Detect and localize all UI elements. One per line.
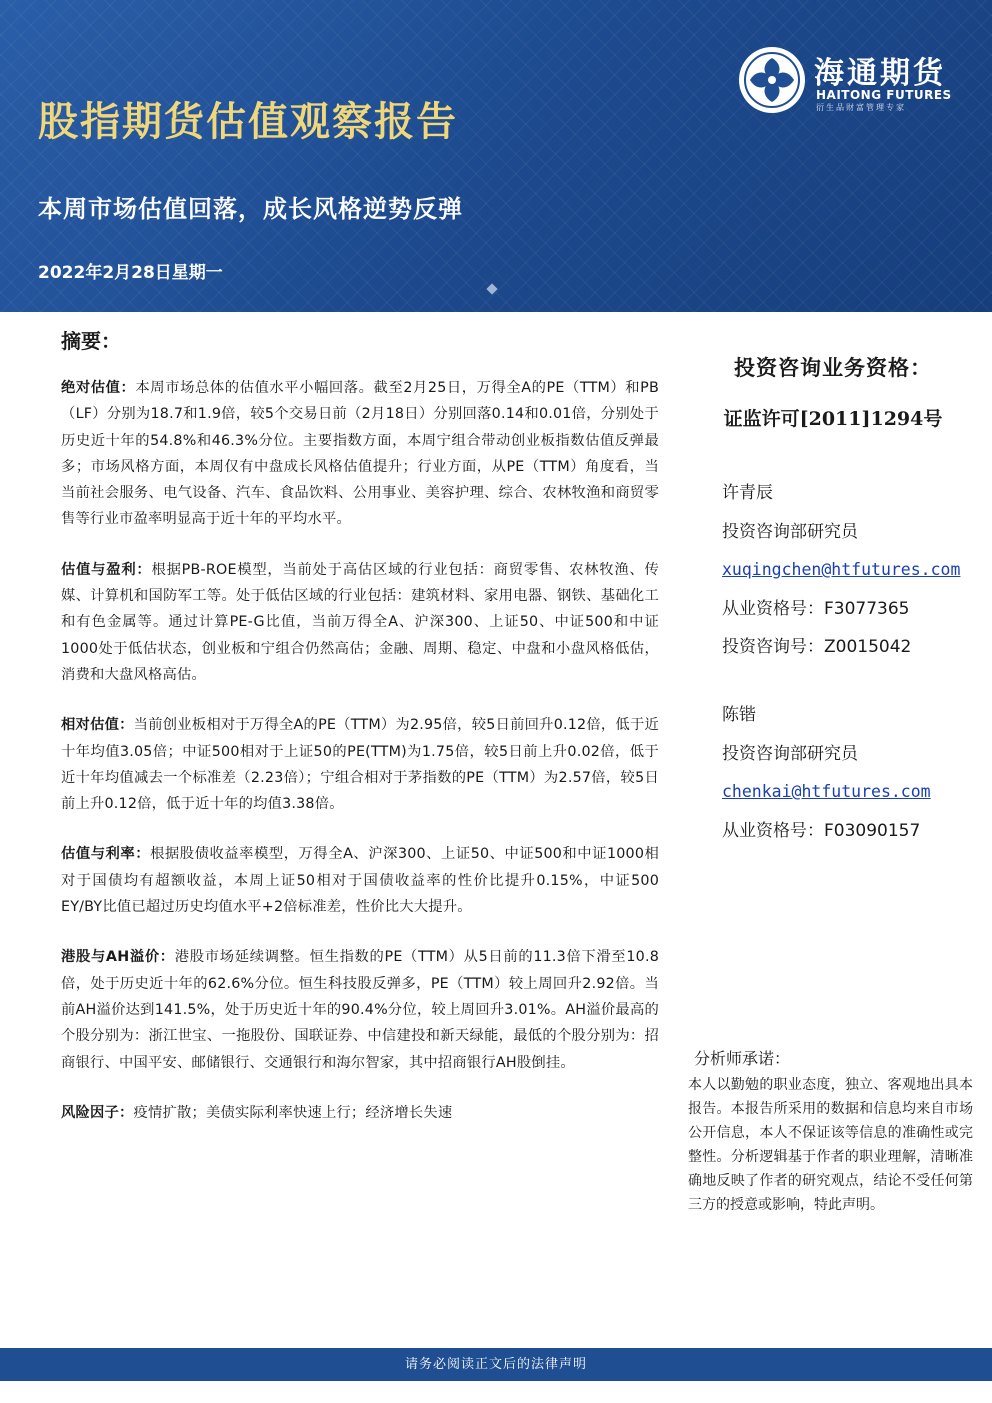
analyst-advisory-number: 投资咨询号：Z0015042: [722, 637, 912, 657]
analyst-role: 投资咨询部研究员: [722, 743, 858, 764]
analyst-card-1: [722, 474, 982, 667]
analyst-cert-number: 从业资格号：F03090157: [722, 820, 921, 841]
summary-paragraph-valuation-profit: 估值与盈利：根据PB-ROE模型，当前处于高估区域的行业包括：商贸零售、农林牧渔、传媒、计算机和国防军工等。处于低估区域的行业包括：建筑材料、家用电器、钢铁、基础化工和有色金属等。通过计算PE-G比值，当前万得全A、沪深300、上证50、中证500和中证1000处于低估状态，创业板和宁组合仍然高估；金融、周期、稳定、中盘和小盘风格低估，消费和大盘风格高估。: [61, 561, 659, 683]
analyst-name: 许青辰: [722, 483, 773, 503]
logo-tagline: 衍生品财富管理专家: [816, 103, 906, 112]
analyst-email-link[interactable]: xuqingchen@htfutures.com: [722, 560, 961, 579]
footer-disclaimer: [0, 1348, 992, 1381]
haitong-logo-icon: [736, 44, 808, 116]
report-date: 2022年2月28日星期一: [38, 263, 223, 283]
analyst-pledge: [688, 1046, 973, 1217]
summary-paragraph-valuation-rates: 估值与利率：根据股债收益率模型，万得全A、沪深300、上证50、中证500和中证1000相对于国债均有超额收益，本周上证50相对于国债收益率的性价比提升0.15%，中证500 EY/BY比值已超过历史均值水平+2倍标准差，性价比大大提升。: [61, 846, 659, 916]
analyst-cert-number: 从业资格号：F3077365: [722, 598, 910, 619]
pledge-heading: 分析师承诺：: [694, 1049, 791, 1068]
analyst-card-2: [722, 696, 982, 850]
summary-heading: 摘要：: [61, 329, 121, 353]
analyst-role: 投资咨询部研究员: [722, 521, 858, 542]
summary-paragraph-relative-valuation: 相对估值：当前创业板相对于万得全A的PE（TTM）为2.95倍，较5日前回升0.12倍，低于近十年均值3.05倍；中证500相对于上证50的PE(TTM)为1.75倍，较5日前上升0.02倍，低于近十年均值减去一个标准差（2.23倍）；宁组合相对于茅指数的PE（TTM）为2.57倍，较5日前上升0.12倍，低于近十年的均值3.38倍。: [61, 717, 659, 813]
analyst-name: 陈锴: [722, 705, 756, 725]
report-title: 股指期货估值观察报告: [38, 98, 458, 145]
summary-paragraph-absolute-valuation: 绝对估值：本周市场总体的估值水平小幅回落。截至2月25日，万得全A的PE（TTM）和PB（LF）分别为18.7和1.9倍，较5个交易日前（2月18日）分别回落0.14和0.01倍，分别处于历史近十年的54.8%和46.3%分位。主要指数方面，本周宁组合带动创业板指数估值反弹最多；市场风格方面，本周仅有中盘成长风格估值提升；行业方面，从PE（TTM）角度看，当当前社会服务、电气设备、汽车、食品饮料、公用事业、美容护理、综合、农林牧渔和商贸零售等行业市盈率明显高于近十年的平均水平。: [61, 380, 660, 528]
diamond-ornament-icon: [486, 283, 497, 294]
footer-text: 请务必阅读正文后的法律声明: [404, 1357, 587, 1372]
summary-paragraph-hk-ah-premium: 港股与AH溢价：港股市场延续调整。恒生指数的PE（TTM）从5日前的11.3倍下滑至10.8倍，处于历史近十年的62.6%分位。恒生科技股反弹多，PE（TTM）较上周回升2.92倍。当前AH溢价达到141.5%，处于历史近十年的90.4%分位，较上周回升3.01%。AH溢价最高的个股分别为：浙江世宝、一拖股份、国联证券、中信建投和新天绿能，最低的个股分别为：招商银行、中国平安、邮储银行、交通银行和海尔智家，其中招商银行AH股倒挂。: [61, 949, 659, 1071]
report-header: [0, 0, 992, 312]
qualification-title: 投资咨询业务资格：: [734, 355, 932, 380]
company-logo: [736, 44, 976, 116]
logo-chinese-name: 海通期货: [814, 56, 946, 91]
logo-english-name: HAITONG FUTURES: [816, 88, 952, 102]
report-subtitle: 本周市场估值回落，成长风格逆势反弹: [38, 195, 463, 223]
analyst-email-link[interactable]: chenkai@htfutures.com: [722, 782, 931, 801]
pledge-text: 本人以勤勉的职业态度，独立、客观地出具本报告。本报告所采用的数据和信息均来自市场公开信息，本人不保证该等信息的准确性或完整性。分析逻辑基于作者的职业理解，清晰准确地反映了作者的研究观点，结论不受任何第三方的授意或影响，特此声明。: [688, 1077, 973, 1213]
summary-paragraph-risk-factors: 风险因子：疫情扩散；美债实际利率快速上行；经济增长失速: [61, 1104, 453, 1121]
qualification-license: 证监许可[2011]1294号: [723, 408, 943, 430]
summary-body: [61, 375, 659, 1150]
qualification-block: [688, 352, 978, 431]
